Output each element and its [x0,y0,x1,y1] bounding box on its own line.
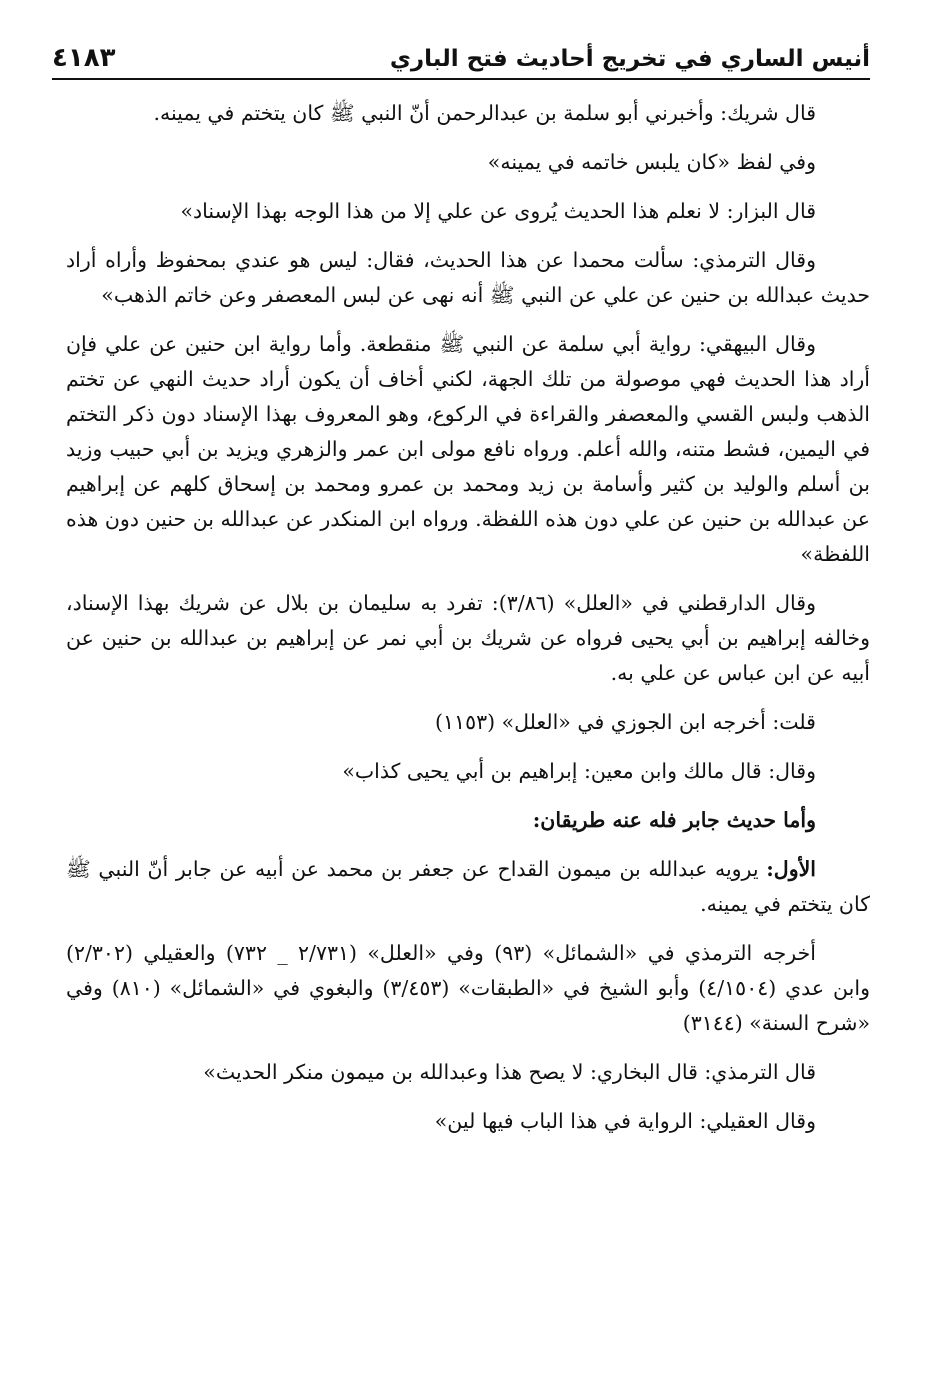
page-header [52,28,870,74]
body-text [66,96,870,1153]
first-route-text: يرويه عبدالله بن ميمون القداح عن جعفر بن محمد عن أبيه عن جابر أنّ النبي ﷺ كان يتختم في يمينه. [66,857,870,916]
paragraph-uqayli: وقال العقيلي: الرواية في هذا الباب فيها لين» [434,1109,816,1133]
paragraph-tirmidhi-1: وقال الترمذي: سألت محمدا عن هذا الحديث، فقال: ليس هو عندي بمحفوظ وأراه أراد حديث عبدالله بن حنين عن علي عن النبي ﷺ أنه نهى عن لبس المعصفر وعن خاتم الذهب» [66,248,870,307]
page-number: ٤١٨٣ [52,42,116,73]
paragraph-malik: وقال: قال مالك وابن معين: إبراهيم بن أبي يحيى كذاب» [342,759,816,783]
paragraph-bayhaqi: وقال البيهقي: رواية أبي سلمة عن النبي ﷺ منقطعة. وأما رواية ابن حنين عن علي فإن أراد هذا الحديث فهي موصولة من تلك الجهة، لكني أخاف أن يكون أراد حديث النهي عن تختم الذهب ولبس القسي والمعصفر والقراءة في الركوع، وهو المعروف بهذا الإسناد دون ذكر التختم في اليمين، فشط متنه، والله أعلم. ورواه نافع مولى ابن عمر والزهري ويزيد بن أبي حبيب وزيد بن أسلم والوليد بن كثير وأسامة بن زيد ومحمد بن عمرو ومحمد بن إسحاق كلهم عن إبراهيم عن عبدالله بن حنين عن علي دون هذه اللفظة. ورواه ابن المنكدر عن عبدالله بن حنين دون هذه اللفظة» [66,332,870,566]
paragraph-tirmidhi-bukhari: قال الترمذي: قال البخاري: لا يصح هذا وعبدالله بن ميمون منكر الحديث» [203,1060,816,1084]
paragraph-first-route [66,852,870,922]
paragraph-lafz: وفي لفظ «كان يلبس خاتمه في يمينه» [487,150,816,174]
paragraph-sharik: قال شريك: وأخبرني أبو سلمة بن عبدالرحمن أنّ النبي ﷺ كان يتختم في يمينه. [153,101,816,125]
paragraph-qultu: قلت: أخرجه ابن الجوزي في «العلل» (١١٥٣) [435,710,816,734]
paragraph-takhrij: أخرجه الترمذي في «الشمائل» (٩٣) وفي «العلل» (٢/٧٣١ _ ٧٣٢) والعقيلي (٢/٣٠٢) وابن عدي (٤/١٥٠٤) وأبو الشيخ في «الطبقات» (٣/٤٥٣) والبغوي في «الشمائل» (٨١٠) وفي «شرح السنة» (٣١٤٤) [66,941,870,1035]
paragraph-bazzar: قال البزار: لا نعلم هذا الحديث يُروى عن علي إلا من هذا الوجه بهذا الإسناد» [180,199,816,223]
paragraph-daraqutni: وقال الدارقطني في «العلل» (٣/٨٦): تفرد به سليمان بن بلال عن شريك بهذا الإسناد، وخالفه إبراهيم بن أبي يحيى فرواه عن شريك بن أبي نمر عن إبراهيم بن عبدالله بن حنين عن أبيه عن ابن عباس عن علي به. [66,591,870,685]
running-title: أنيس الساري في تخريج أحاديث فتح الباري [389,46,870,73]
section-heading-jabir: وأما حديث جابر فله عنه طريقان: [532,808,816,832]
first-route-label: الأول: [766,857,816,881]
header-rule [52,78,870,80]
